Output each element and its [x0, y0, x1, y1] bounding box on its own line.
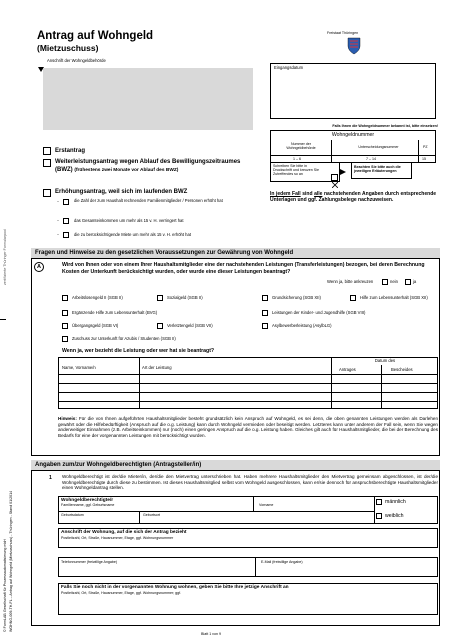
print-hint-box	[270, 162, 340, 182]
benefit-alg2-checkbox[interactable]	[62, 295, 68, 301]
authority-address-field[interactable]	[43, 68, 253, 130]
sub2-checkbox[interactable]	[63, 218, 69, 224]
form-title: Antrag auf Wohngeld	[37, 30, 154, 42]
benefit-alg2-label: Arbeitslosengeld II (SGB II)	[72, 295, 123, 300]
geburtsort-label: Geburtsort	[143, 513, 160, 517]
since-question: Wenn ja, wer bezieht die Leistung oder wer hat sie beantragt?	[62, 348, 215, 354]
erhoehung-checkbox[interactable]	[43, 189, 51, 197]
authority-address-label: Anschrift der Wohngeldbehörde	[47, 58, 106, 63]
weiblich-label: weiblich	[385, 513, 404, 519]
cross-example-icon	[331, 174, 338, 181]
old-address-title: Falls Sie noch nicht in der vorgenannten Wohnung wohnen, geben Sie bitte Ihre jetzige Anschrift an	[61, 585, 289, 590]
section-a-heading: Fragen und Hinweise zu den gesetzlichen Voraussetzungen zur Gewährung von Wohngeld	[31, 248, 440, 259]
benefit-grundsicherung-checkbox[interactable]	[262, 295, 268, 301]
benefit-bvg-label: Ergänzende Hilfe zum Lebensunterhalt (BVG)	[72, 310, 158, 315]
hint-paragraph: Hinweis: Für die von Ihnen aufgeführten Haushaltsmitglieder besteht grundsätzlich kein Anspruch auf Wohngeld, es sei denn, die oben genannten Leistungen werden als Darlehen gewährt oder die Hilfebedürftigkeit (Anspruch auf die o.g. Leistung) kann durch Wohngeld vermieden oder beseitigt werden. Letzteres kann unter anderem der Fall sein, wenn Sie wegen anderweitiger Einnahmen (z.B. Arbeitseinkommen) nur (noch) einen geringen Anspruch auf die o.g. Leistung haben. Gleiches gilt auch für Haushaltsmitglieder, die bei der Berechnung des Bedarfs für eine der vorgenannten Leistungen mit berücksichtigt wurden.	[58, 416, 439, 438]
familienname-field[interactable]	[60, 505, 190, 511]
explanation-hint-text: Beachten Sie bitte auch die jeweiligen Erläuterungen	[354, 165, 401, 174]
side-text-brand: © FormLAB Gesellschaft für Prozessautomatisierung mbH	[3, 539, 7, 632]
coat-of-arms-icon	[347, 37, 361, 55]
benefit-uebergangsgeld-checkbox[interactable]	[62, 323, 68, 329]
old-address-field[interactable]	[58, 583, 438, 615]
range-2: 7 – 14	[366, 157, 376, 161]
section-1-heading: Angaben zum/zur Wohngeldberechtigten (Antragsteller/in)	[31, 460, 440, 471]
weiterleistung-checkbox[interactable]	[43, 159, 51, 167]
receipt-date-label: Eingangsdatum	[274, 65, 304, 70]
wohngeldnummer-box[interactable]	[270, 130, 436, 163]
section-a-question: Wird von Ihnen oder von einem Ihrer Haushaltsmitglieder eine der nachstehenden Leistungen (Transferleistungen) bezogen, bei deren Berechnung Kosten der Unterkunft berücksichtigt wurden, oder wurde eine dieser Leistungen beantragt?	[62, 262, 425, 275]
sub1-checkbox[interactable]	[63, 199, 69, 205]
old-address-sub: Postleitzahl, Ort, Straße, Hausnummer, Etage, ggf. Wohnungsnummer; ggf.	[61, 591, 182, 595]
benefit-azubi-label: Zuschuss zur Unterkunft für Azubis / Studenten (SGB II)	[72, 336, 176, 341]
section-1-intro: Wohngeldberechtigt ist der/die Mieter/in, der/die den Mietvertrag unterschrieben hat. Haben mehrere Haushaltsmitglieder den Mietvertrag gemeinsam abgeschlossen, ist der/die Wohngeldberechtigte durch diese zu bestimmen. Ist dieses Haushaltsmitglied selbst vom Wohngeld ausgeschlossen, kann er/sie dennoch für anspruchsberechtigte Haushaltsmitglieder einen Wohngeldantrag stellen.	[62, 474, 438, 491]
col-datum: Datum des	[374, 358, 396, 363]
benefit-uebergangsgeld-label: Übergangsgeld (SGB VI)	[72, 323, 119, 328]
page-number: Blatt 1 von 9	[201, 632, 221, 636]
sub1-label: die Zahl der zum Haushalt rechnenden Familienmitglieder / Personen erhöht hat	[74, 198, 223, 203]
no-label: nein	[390, 279, 398, 284]
benefit-verletztengeld-label: Verletztengeld (SGB VII)	[167, 323, 213, 328]
sub2-label: das Gesamteinkommen um mehr als 15 v. H. verringert hat	[74, 218, 184, 223]
benefit-sozialgeld-label: Sozialgeld (SGB II)	[167, 295, 203, 300]
benefit-hlu-checkbox[interactable]	[350, 295, 356, 301]
maennlich-label: männlich	[385, 499, 406, 505]
erhoehung-label: Erhöhungsantrag, weil sich im laufenden BWZ	[55, 189, 188, 195]
proof-notice: In jedem Fall sind alle nachstehenden Angaben durch entsprechende Unterlagen und ggf. Zahlungsbelege nachzuweisen.	[270, 191, 437, 204]
sub3-label: die zu berücksichtigende Miete um mehr als 15 v. H. erhöht hat	[74, 232, 191, 237]
side-text-top: zertifizierte Thüringer Formularpool	[3, 229, 7, 285]
telefon-label: Telefonnummer (freiwillige Angabe)	[61, 560, 118, 564]
weiterleistung-label: Weiterleistungsantrag wegen Ablauf des Bewilligungszeitraumes (BWZ) (frühestens zwei Monate vor Ablauf des BWZ)	[55, 159, 241, 173]
anschrift-title: Anschrift der Wohnung, auf die sich der Antrag bezieht	[61, 530, 187, 535]
explanation-hint-box	[351, 162, 412, 179]
section-a-marker: A	[34, 262, 44, 272]
benefit-azubi-checkbox[interactable]	[62, 336, 68, 342]
benefit-grundsicherung-label: Grundsicherung (SGB XII)	[272, 295, 321, 300]
range-3: 15	[422, 157, 426, 161]
wohngeldbehoerde-col: Nummer der Wohngeldbehörde	[286, 142, 316, 151]
benefit-sozialgeld-checkbox[interactable]	[157, 295, 163, 301]
telefon-field[interactable]	[60, 565, 250, 575]
vorname-label: Vorname	[259, 503, 274, 507]
side-text-code: WOHNG-009-TH-FL – Antrag auf Wohngeld (Mietzuschuss) - Thüringen - Stand 01/2014	[9, 490, 13, 632]
familienname-label: Familienname, ggf. Geburtsname	[61, 503, 115, 507]
benefit-verletztengeld-checkbox[interactable]	[157, 323, 163, 329]
geburtsort-field[interactable]	[140, 516, 370, 523]
yes-checkbox[interactable]	[405, 279, 411, 285]
maennlich-checkbox[interactable]	[376, 499, 382, 505]
col-bescheid: Bescheides	[391, 367, 413, 372]
section-1-marker: 1	[49, 475, 52, 481]
wohngeldnummer-title: Wohngeldnummer	[331, 132, 375, 138]
email-field[interactable]	[258, 565, 434, 575]
sub3-checkbox[interactable]	[63, 232, 69, 238]
geburtsdatum-label: Geburtsdatum	[61, 513, 84, 517]
range-1: 1 – 6	[293, 157, 301, 161]
erstantrag-checkbox[interactable]	[43, 147, 51, 155]
receipt-date-box[interactable]	[270, 63, 436, 119]
arrow-right-icon	[340, 169, 346, 175]
col-name: Name, Vorname/n	[62, 365, 96, 370]
email-label: E-Mail (freiwillige Angabe)	[261, 560, 303, 564]
erstantrag-label: Erstantrag	[55, 148, 86, 154]
benefit-jugendhilfe-label: Leistungen der Kinder- und Jugendhilfe (SGB VIII)	[272, 310, 366, 315]
pz-col: PZ	[423, 145, 428, 149]
yes-hint: Wenn ja, bitte ankreuzen	[327, 279, 374, 284]
no-checkbox[interactable]	[382, 279, 388, 285]
benefit-jugendhilfe-checkbox[interactable]	[262, 310, 268, 316]
triangle-down-icon	[38, 59, 44, 64]
state-label: Freistaat Thüringen	[327, 31, 359, 35]
yes-label: ja	[413, 279, 417, 284]
berechtigter-title: Wohngeldberechtigte/r	[61, 498, 114, 503]
unterscheidung-col: Unterscheidungsnummer	[358, 145, 399, 149]
benefit-asylblg-checkbox[interactable]	[262, 323, 268, 329]
vorname-field[interactable]	[258, 505, 368, 511]
benefit-hlu-label: Hilfe zum Lebensunterhalt (SGB XII)	[360, 295, 428, 300]
form-subtitle: (Mietzuschuss)	[37, 43, 99, 53]
fold-mark	[0, 319, 6, 320]
col-antrag: Antrages	[339, 367, 356, 372]
benefit-recipients-table	[58, 357, 438, 409]
geburtsdatum-field[interactable]	[60, 516, 136, 523]
print-hint-text: Schreiben Sie bitte in Druckschrift und kreuzen Sie Zutreffendes so an	[273, 164, 319, 177]
weiblich-checkbox[interactable]	[376, 513, 382, 519]
benefit-bvg-checkbox[interactable]	[62, 310, 68, 316]
anschrift-sub: Postleitzahl, Ort, Straße, Hausnummer, Etage, ggf. Wohnungsnummer	[61, 536, 174, 540]
col-art: Art der Leistung	[142, 365, 172, 370]
wohngeldnummer-notice: Falls Ihnen die Wohngeldnummer bekannt ist, bitte einsetzen!	[332, 124, 438, 128]
benefit-asylblg-label: Asylbewerberleistung (AsylbLG)	[272, 323, 332, 328]
anschrift-field[interactable]	[58, 528, 438, 548]
